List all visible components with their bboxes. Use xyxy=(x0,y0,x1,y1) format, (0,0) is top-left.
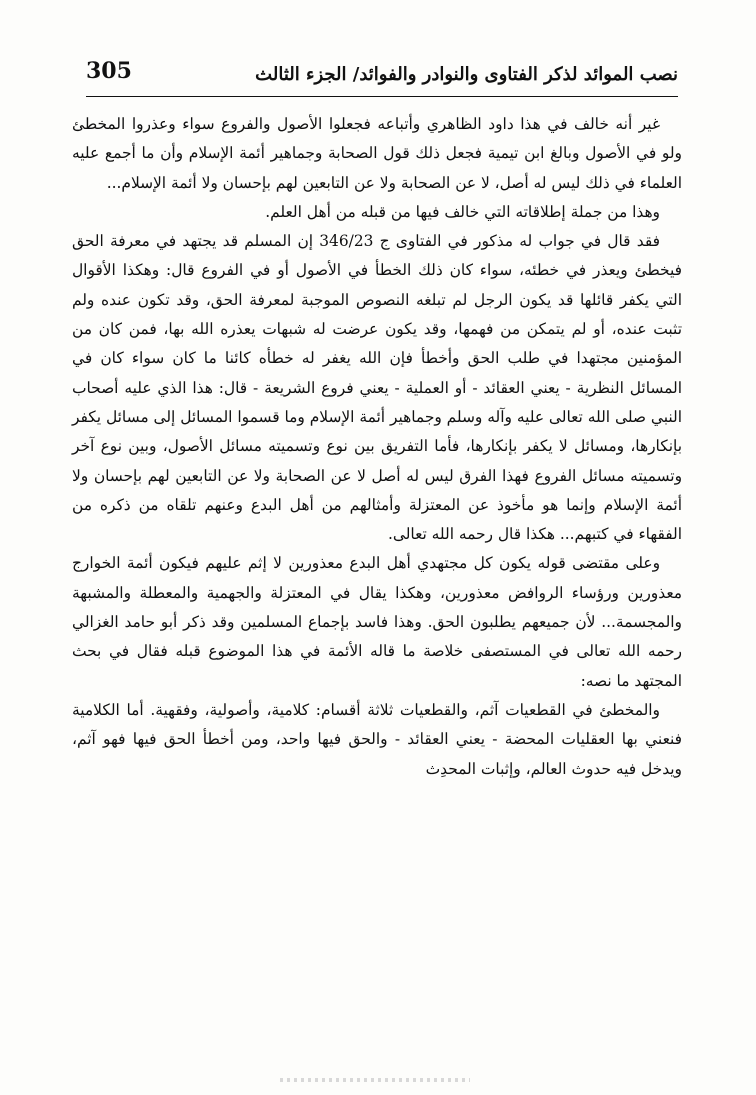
page-number: 305 xyxy=(86,58,132,84)
paragraph-3: فقد قال في جواب له مذكور في الفتاوى ج 346/23 إن المسلم قد يجتهد في معرفة الحق فيخطئ ويعذر في خطئه، سواء كان ذلك الخطأ في الأصول أو في الفروع قال: وهكذا الأقوال التي يكفر قائلها قد يكون الرجل لم تبلغه النصوص الموجبة لمعرفة الحق، وقد تكون عنده ولم تثبت عنده، أو لم يتمكن من فهمها، وقد يكون عرضت له شبهات يعذره الله بها، فمن كان من المؤمنين مجتهدا في طلب الحق وأخطأ فإن الله يغفر له خطأه كائنا ما كان سواء كان في المسائل النظرية - يعني العقائد - أو العملية - يعني فروع الشريعة - قال: هذا الذي عليه أصحاب النبي صلى الله تعالى عليه وآله وسلم وجماهير أئمة الإسلام وما قسموا المسائل إلى مسائل يكفر بإنكارها، ومسائل لا يكفر بإنكارها، فأما التفريق بين نوع وتسميته مسائل الأصول، وبين نوع آخر وتسميته مسائل الفروع فهذا الفرق ليس له أصل لا عن الصحابة ولا عن التابعين لهم بإحسان ولا أئمة الإسلام وإنما هو مأخوذ عن المعتزلة وأمثالهم من أهل البدع وعنهم تلقاه من ذكره من الفقهاء في كتبهم... هكذا قال رحمه الله تعالى. xyxy=(72,232,682,544)
body-text xyxy=(72,110,682,784)
page-header xyxy=(86,56,678,92)
paragraph-4: وعلى مقتضى قوله يكون كل مجتهدي أهل البدع معذورين لا إثم عليهم فيكون أئمة الخوارج معذورين ورؤساء الروافض معذورين، وهكذا يقال في المعتزلة والجهمية والمعطلة والمشبهة والمجسمة... لأن جميعهم يطلبون الحق. وهذا فاسد بإجماع المسلمين وقد ذكر أبو حامد الغزالي رحمه الله تعالى في المستصفى خلاصة ما قاله الأئمة في هذا الموضوع قبله فقال في بحث المجتهد ما نصه: xyxy=(72,554,682,690)
running-title: نصب الموائد لذكر الفتاوى والنوادر والفوائد/ الجزء الثالث xyxy=(255,64,678,85)
paragraph-1: غير أنه خالف في هذا داود الظاهري وأتباعه فجعلوا الأصول والفروع سواء وعذروا المخطئ ولو في الأصول وبالغ ابن تيمية فجعل ذلك قول الصحابة وجماهير أئمة الإسلام وأن ما أجمع عليه العلماء في ذلك ليس له أصل، لا عن الصحابة ولا عن التابعين لهم بإحسان ولا أئمة الإسلام... xyxy=(72,115,682,192)
scan-artifact xyxy=(280,1078,470,1082)
paragraph-5: والمخطئ في القطعيات آثم، والقطعيات ثلاثة أقسام: كلامية، وأصولية، وفقهية. أما الكلامية فنعني بها العقليات المحضة - يعني العقائد - والحق فيها واحد، ومن أخطأ الحق فيها فهو آثم، ويدخل فيه حدوث العالم، وإثبات المحدِث xyxy=(72,700,682,778)
paragraph-2: وهذا من جملة إطلاقاته التي خالف فيها من قبله من أهل العلم. xyxy=(265,202,660,221)
header-rule xyxy=(86,96,678,97)
